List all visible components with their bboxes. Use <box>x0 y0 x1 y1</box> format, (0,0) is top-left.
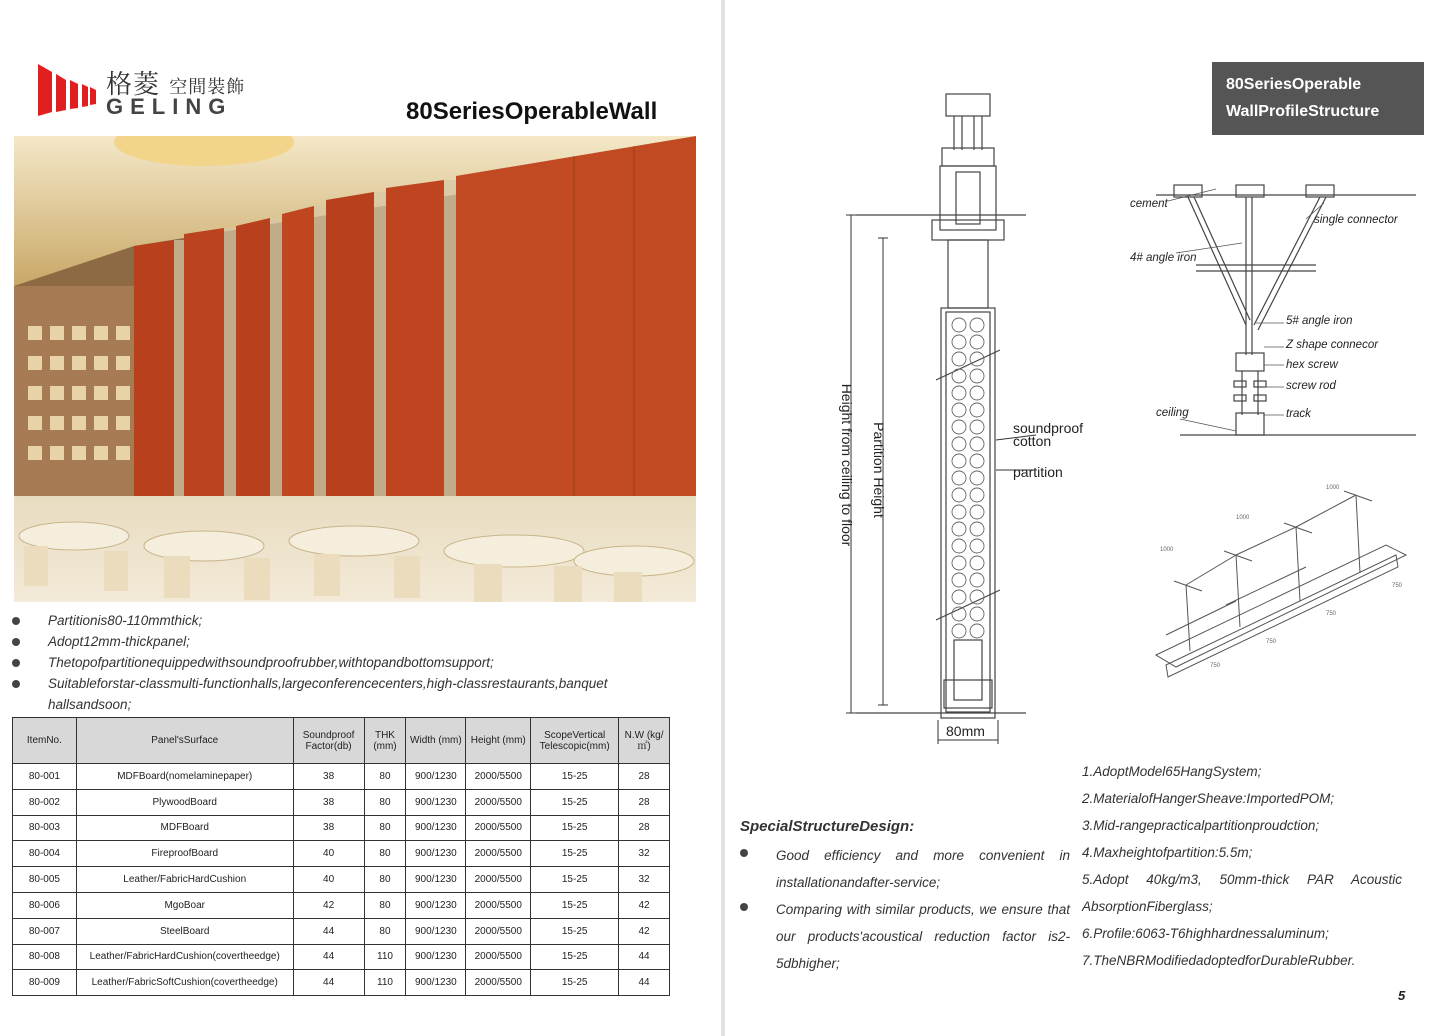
cell: 80-008 <box>13 944 77 970</box>
cell: 80 <box>364 841 406 867</box>
cell: 80-003 <box>13 815 77 841</box>
cell: FireproofBoard <box>76 841 293 867</box>
feature-bullets <box>12 610 662 715</box>
table-row <box>13 764 670 790</box>
cell: 900/1230 <box>406 944 466 970</box>
cell: 44 <box>293 944 364 970</box>
cell: 80-006 <box>13 892 77 918</box>
cell: 80-002 <box>13 789 77 815</box>
section-title-line1: 80SeriesOperable <box>1226 76 1362 93</box>
cell: 900/1230 <box>406 789 466 815</box>
cell: 2000/5500 <box>466 892 531 918</box>
logo-english: GELING <box>106 94 233 119</box>
cell: 80-009 <box>13 970 77 996</box>
cell: 42 <box>293 892 364 918</box>
cell: 2000/5500 <box>466 970 531 996</box>
list-item: 6.Profile:6063-T6highhardnessaluminum; <box>1082 926 1329 941</box>
cell: SteelBoard <box>76 918 293 944</box>
table-row <box>13 892 670 918</box>
height-ceiling-label: Height from ceiling to floor <box>839 383 855 547</box>
cell: 80 <box>364 764 406 790</box>
cell: 42 <box>619 892 670 918</box>
cell: 38 <box>293 789 364 815</box>
cell: 28 <box>619 815 670 841</box>
list-item: 2.MaterialofHangerSheave:ImportedPOM; <box>1082 791 1335 806</box>
cell: 40 <box>293 841 364 867</box>
cell: 900/1230 <box>406 841 466 867</box>
cell: 15-25 <box>531 970 619 996</box>
profile-cross-section-drawing <box>816 80 1106 752</box>
cement-label: cement <box>1130 198 1168 210</box>
dim-750-b: 750 <box>1266 639 1277 645</box>
cell: 28 <box>619 764 670 790</box>
dim-1000-c: 1000 <box>1326 485 1340 491</box>
cell: 2000/5500 <box>466 764 531 790</box>
list-item: Thetopofpartitionequippedwithsoundproofrubber,withtopandbottomsupport; <box>12 652 662 673</box>
list-item: 3.Mid-rangepracticalpartitionproudction; <box>1082 818 1320 833</box>
list-item: Adopt12mm-thickpanel; <box>12 631 662 652</box>
cell: MgoBoar <box>76 892 293 918</box>
cell: 15-25 <box>531 815 619 841</box>
cell: 15-25 <box>531 789 619 815</box>
table-row <box>13 970 670 996</box>
track-label: track <box>1286 408 1311 420</box>
cell: 15-25 <box>531 764 619 790</box>
cell: 15-25 <box>531 944 619 970</box>
dim-750-a: 750 <box>1210 663 1221 669</box>
section-title-box <box>1212 62 1424 135</box>
right-page <box>726 0 1440 1036</box>
cell: 900/1230 <box>406 764 466 790</box>
partition-height-label: Partition Height <box>871 422 887 518</box>
table-row <box>13 815 670 841</box>
cell: 15-25 <box>531 841 619 867</box>
cell: 900/1230 <box>406 970 466 996</box>
table-row <box>13 867 670 893</box>
cell: 110 <box>364 970 406 996</box>
logo-chinese: 格菱 空間裝飾 <box>106 70 246 100</box>
cell: 44 <box>619 944 670 970</box>
soundproof-label: soundproof <box>1013 420 1084 436</box>
single-connector-label: single connector <box>1314 214 1398 226</box>
cell: MDFBoard(nomelaminepaper) <box>76 764 293 790</box>
header-item-no: ItemNo. <box>13 718 77 764</box>
cell: 80 <box>364 867 406 893</box>
table-row <box>13 841 670 867</box>
angle-iron-4-label: 4# angle iron <box>1130 252 1197 264</box>
special-design-list <box>740 842 1070 977</box>
list-item: 5.Adopt 40kg/m3, 50mm-thick PAR Acoustic AbsorptionFiberglass; <box>1082 872 1402 914</box>
ceiling-label: ceiling <box>1156 407 1189 419</box>
partition-label: partition <box>1013 464 1063 480</box>
list-item: Comparing with similar products, we ensure that our products'acoustical reduction factor is2-5dbhigher; <box>740 896 1070 977</box>
cell: 80-007 <box>13 918 77 944</box>
cell: 80 <box>364 892 406 918</box>
header-width: Width (mm) <box>406 718 466 764</box>
header-soundproof: Soundproof Factor(db) <box>293 718 364 764</box>
page-number: 5 <box>1398 988 1406 1003</box>
cell: 44 <box>293 918 364 944</box>
z-shape-label: Z shape connecor <box>1286 339 1379 351</box>
list-item: 7.TheNBRModifiedadoptedforDurableRubber. <box>1082 953 1356 968</box>
list-item: 1.AdoptModel65HangSystem; <box>1082 764 1262 779</box>
cell: 28 <box>619 789 670 815</box>
cell: Leather/FabricHardCushion <box>76 867 293 893</box>
cell: 80-001 <box>13 764 77 790</box>
hanger-detail-drawing <box>1116 155 1426 455</box>
header-scope: ScopeVertical Telescopic(mm) <box>531 718 619 764</box>
logo-mark-icon <box>36 62 98 118</box>
cell: 40 <box>293 867 364 893</box>
cell: 38 <box>293 764 364 790</box>
cell: 42 <box>619 918 670 944</box>
list-item: Suitableforstar-classmulti-functionhalls,largeconferencecenters,high-classrestaurants,banquet hallsandsoon; <box>12 673 662 715</box>
banquet-hall-photo <box>14 136 696 602</box>
cell: 900/1230 <box>406 867 466 893</box>
cell: 38 <box>293 815 364 841</box>
cell: 80-005 <box>13 867 77 893</box>
cell: 80 <box>364 789 406 815</box>
special-design-heading: SpecialStructureDesign: <box>740 818 915 835</box>
cotton-label: cotton <box>1013 433 1052 449</box>
cell: 900/1230 <box>406 815 466 841</box>
cell: 2000/5500 <box>466 789 531 815</box>
cell: 32 <box>619 867 670 893</box>
page-divider <box>721 0 725 1036</box>
spec-table <box>12 717 670 996</box>
geling-logo <box>36 62 256 122</box>
page-title: 80SeriesOperableWall <box>406 98 658 125</box>
cell: 2000/5500 <box>466 918 531 944</box>
section-title-line2: WallProfileStructure <box>1226 103 1380 120</box>
width-dimension-label: 80mm <box>946 723 985 739</box>
cell: 900/1230 <box>406 918 466 944</box>
dim-750-d: 750 <box>1392 583 1403 589</box>
screw-rod-label: screw rod <box>1286 380 1336 392</box>
cell: 80-004 <box>13 841 77 867</box>
cell: 44 <box>619 970 670 996</box>
cell: 110 <box>364 944 406 970</box>
table-row <box>13 944 670 970</box>
angle-iron-5-label: 5# angle iron <box>1286 315 1353 327</box>
cell: 44 <box>293 970 364 996</box>
cell: 900/1230 <box>406 892 466 918</box>
cell: MDFBoard <box>76 815 293 841</box>
track-isometric-drawing <box>1146 455 1440 695</box>
cell: Leather/FabricSoftCushion(covertheedge) <box>76 970 293 996</box>
cell: 2000/5500 <box>466 815 531 841</box>
cell: 15-25 <box>531 867 619 893</box>
cell: 2000/5500 <box>466 944 531 970</box>
header-nw: N.W (kg/㎡) <box>619 718 670 764</box>
cell: 2000/5500 <box>466 867 531 893</box>
table-row <box>13 789 670 815</box>
hex-screw-label: hex screw <box>1286 359 1338 371</box>
cell: 80 <box>364 918 406 944</box>
dim-1000-b: 1000 <box>1236 515 1250 521</box>
dim-750-c: 750 <box>1326 611 1337 617</box>
header-height: Height (mm) <box>466 718 531 764</box>
cell: 15-25 <box>531 892 619 918</box>
numbered-feature-list <box>1082 758 1402 974</box>
cell: 32 <box>619 841 670 867</box>
list-item: Partitionis80-110mmthick; <box>12 610 662 631</box>
header-surface: Panel'sSurface <box>76 718 293 764</box>
list-item: Good efficiency and more convenient in installationandafter-service; <box>740 842 1070 896</box>
header-thk: THK (mm) <box>364 718 406 764</box>
table-header-row <box>13 718 670 764</box>
table-row <box>13 918 670 944</box>
cell: PlywoodBoard <box>76 789 293 815</box>
cell: 80 <box>364 815 406 841</box>
cell: 2000/5500 <box>466 841 531 867</box>
cell: Leather/FabricHardCushion(covertheedge) <box>76 944 293 970</box>
dim-1000-a: 1000 <box>1160 547 1174 553</box>
cell: 15-25 <box>531 918 619 944</box>
list-item: 4.Maxheightofpartition:5.5m; <box>1082 845 1253 860</box>
